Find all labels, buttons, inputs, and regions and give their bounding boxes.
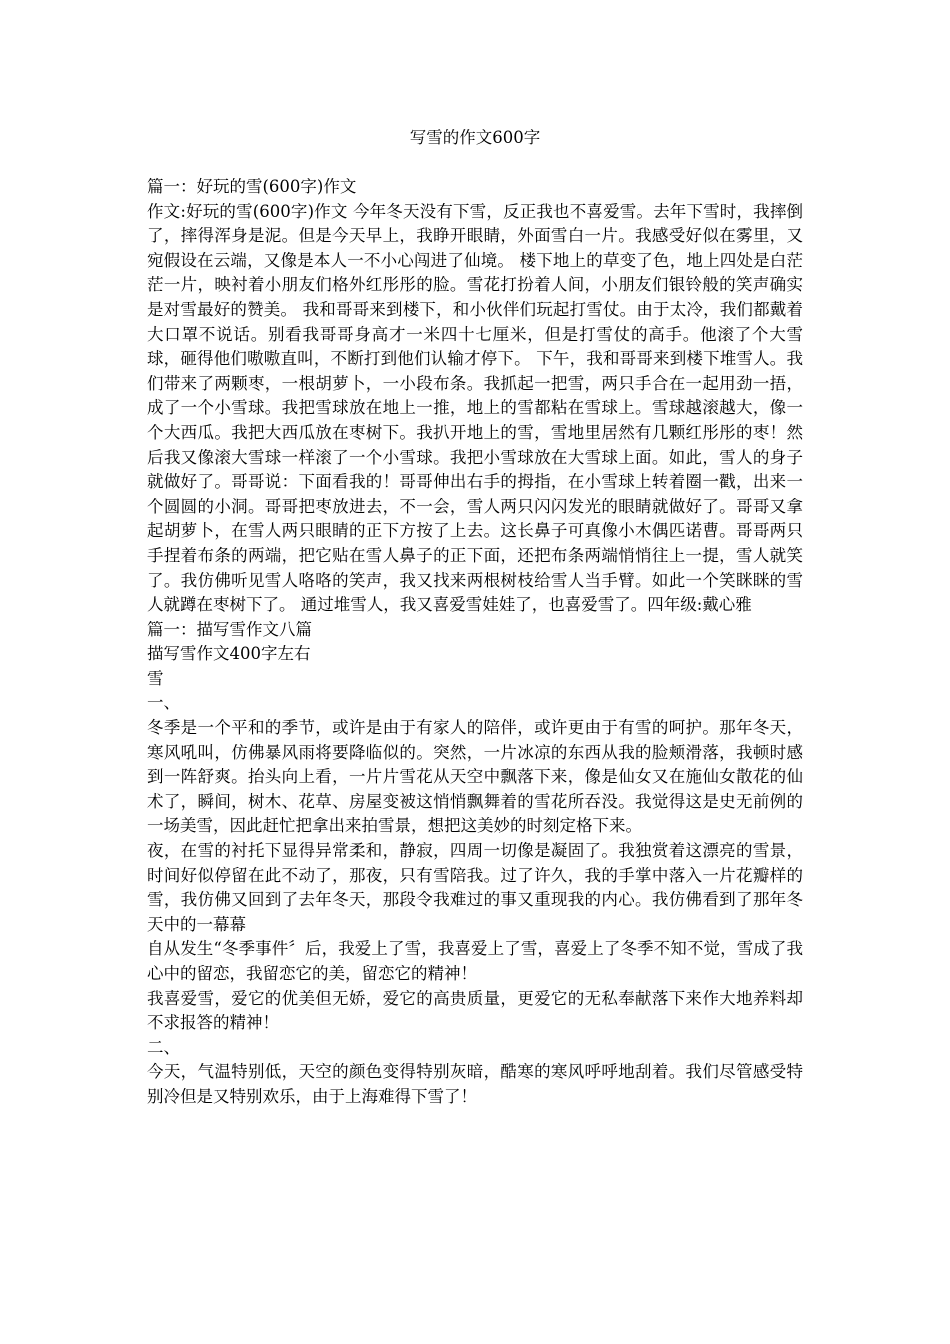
document-body [147,175,803,1110]
part-number-1: 一、 [147,693,180,713]
essay-paragraph-2: 冬季是一个平和的季节，或许是由于有家人的陪伴，或许更由于有雪的呵护。那年冬天，寒风吼叫，仿佛暴风雨将要降临似的。突然，一片冰凉的东西从我的脸颊滑落，我顿时感到一阵舒爽。抬头向上看，一片片雪花从天空中飘落下来，像是仙女又在施仙女散花的仙术了，瞬间，树木、花草、房屋变被这悄悄飘舞着的雪花所吞没。我觉得这是史无前例的一场美雪，因此赶忙把拿出来拍雪景，想把这美妙的时刻定格下来。 [147,718,803,836]
essay-title: 雪 [147,668,164,688]
subsection-heading: 描写雪作文400字左右 [147,644,311,664]
document-title: 写雪的作文600字 [409,128,541,147]
essay-paragraph-1: 作文:好玩的雪(600字)作文 今年冬天没有下雪，反正我也不喜爱雪。去年下雪时，我摔倒了，摔得浑身是泥。但是今天早上，我睁开眼睛，外面雪白一片。我感受好似在雾里，又宛假设在云端，又像是本人一不小心闯进了仙境。 楼下地上的草变了色，地上四处是白茫茫一片，映衬着小朋友们格外红彤彤的脸。雪花打扮着人间，小朋友们银铃般的笑声确实是对雪最好的赞美。 我和哥哥来到楼下，和小伙伴们玩起打雪仗。由于太冷，我们都戴着大口罩不说话。别看我哥哥身高才一米四十七厘米，但是打雪仗的高手。他滚了个大雪球，砸得他们嗷嗷直叫，不断打到他们认输才停下。 下午，我和哥哥来到楼下堆雪人。我们带来了两颗枣，一根胡萝卜，一小段布条。我抓起一把雪，两只手合在一起用劲一捂，成了一个小雪球。我把雪球放在地上一推，地上的雪都粘在雪球上。雪球越滚越大，像一个大西瓜。我把大西瓜放在枣树下。我扒开地上的雪，雪地里居然有几颗红彤彤的枣！然后我又像滚大雪球一样滚了一个小雪球。我把小雪球放在大雪球上面。如此，雪人的身子就做好了。哥哥说：下面看我的！哥哥伸出右手的拇指，在小雪球上转着圈一戳，出来一个圆圆的小洞。哥哥把枣放进去，不一会，雪人两只闪闪发光的眼睛就做好了。哥哥又拿起胡萝卜，在雪人两只眼睛的正下方按了上去。这长鼻子可真像小木偶匹诺曹。哥哥两只手捏着布条的两端，把它贴在雪人鼻子的正下面，还把布条两端悄悄往上一提，雪人就笑了。我仿佛听见雪人咯咯的笑声，我又找来两根树枝给雪人当手臂。如此一个笑眯眯的雪人就蹲在枣树下了。 通过堆雪人，我又喜爱雪娃娃了，也喜爱雪了。四年级:戴心雅 [147,201,803,615]
section-heading-2: 篇一：描写雪作文八篇 [147,619,312,639]
essay-paragraph-4: 自从发生“冬季事件〞后，我爱上了雪，我喜爱上了雪，喜爱上了冬季不知不觉，雪成了我心中的留恋，我留恋它的美，留恋它的精神！ [147,939,803,983]
essay-paragraph-3: 夜，在雪的衬托下显得异常柔和，静寂，四周一切像是凝固了。我独赏着这漂亮的雪景，时间好似停留在此不动了，那夜，只有雪陪我。过了许久，我的手掌中落入一片花瓣样的雪，我仿佛又回到了去年冬天，那段令我难过的事又重现我的内心。我仿佛看到了那年冬天中的一幕幕 [147,841,803,934]
part-number-2: 二、 [147,1037,180,1057]
section-heading-1: 篇一：好玩的雪(600字)作文 [147,177,357,196]
essay-paragraph-6: 今天，气温特别低，天空的颜色变得特别灰暗，酷寒的寒风呼呼地刮着。我们尽管感受特别冷但是又特别欢乐，由于上海难得下雪了！ [147,1062,803,1106]
essay-paragraph-5: 我喜爱雪，爱它的优美但无娇，爱它的高贵质量，更爱它的无私奉献落下来作大地养料却不求报答的精神！ [147,988,803,1033]
